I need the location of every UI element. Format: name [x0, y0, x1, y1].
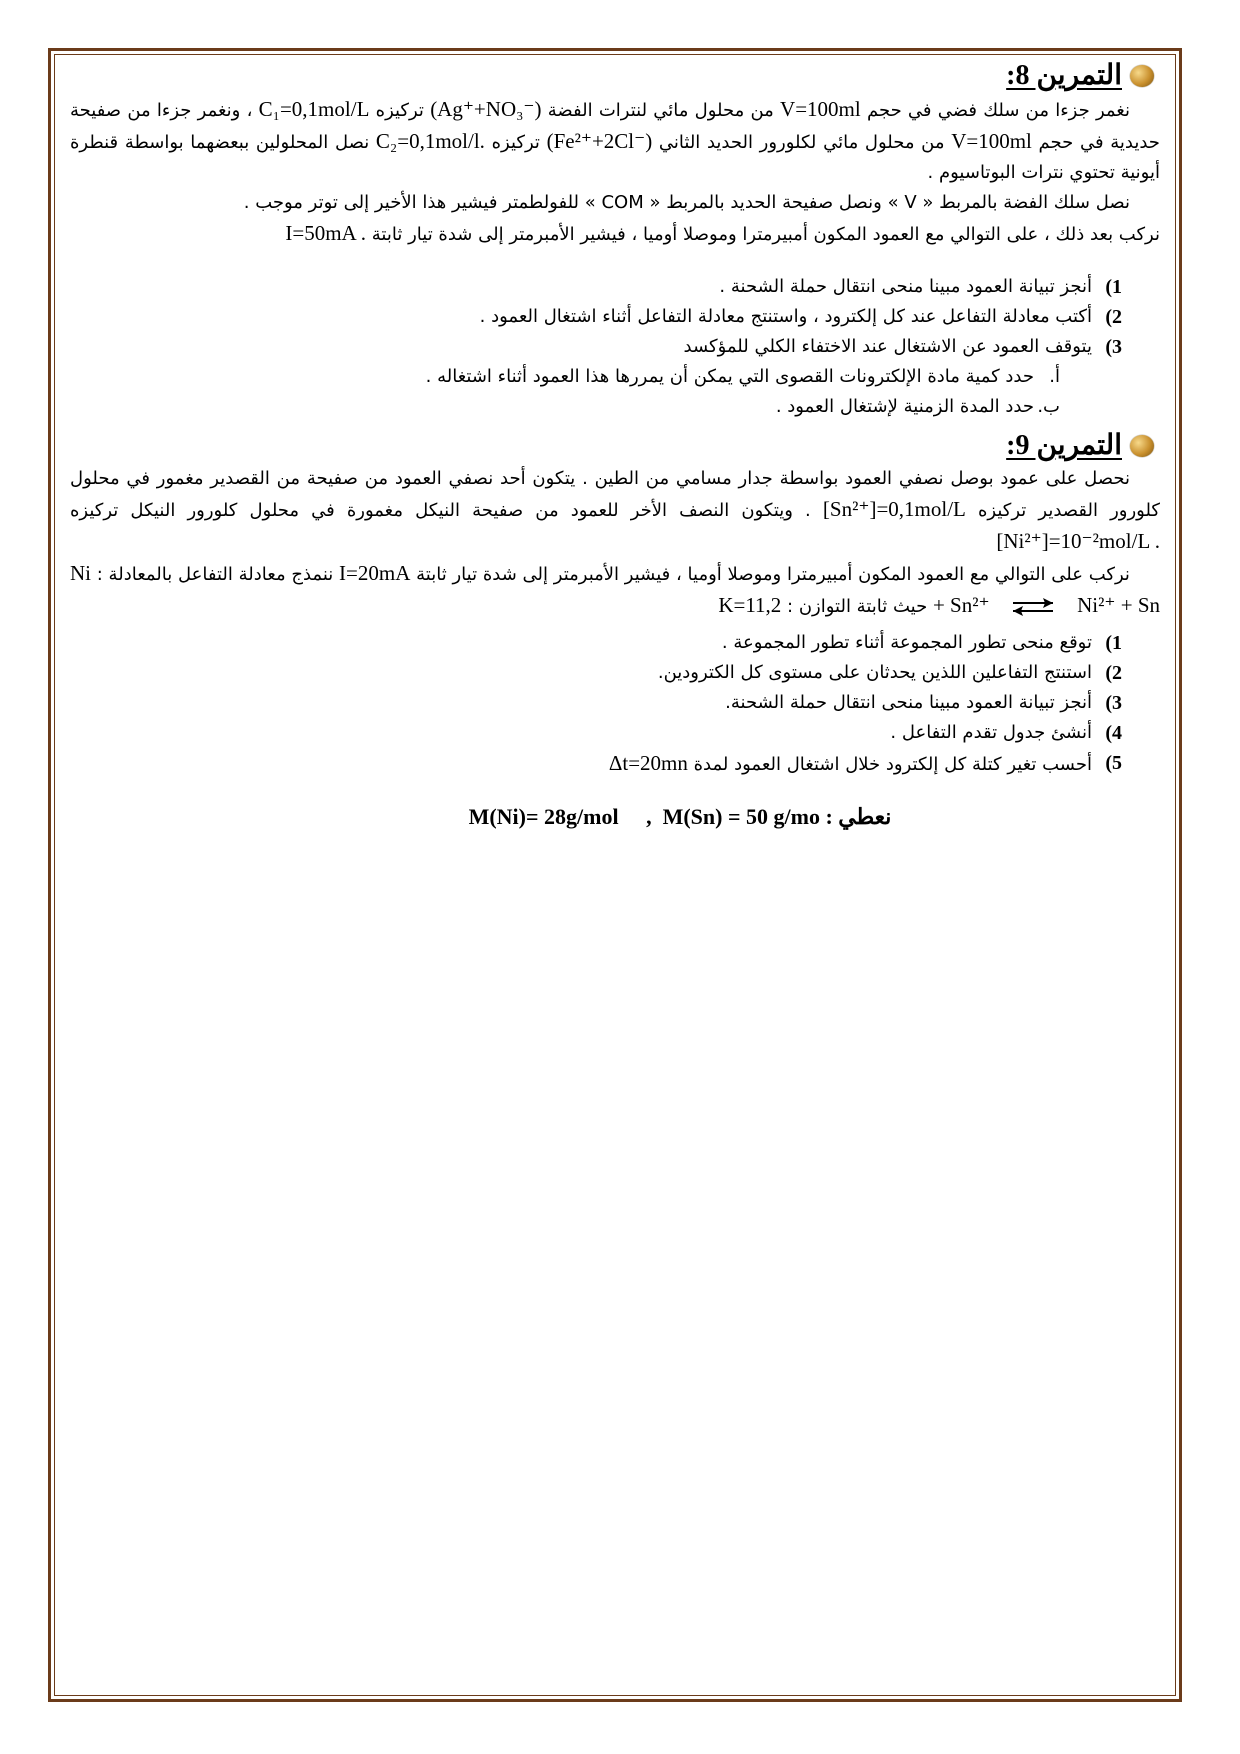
ex8-paragraph-3: نركب بعد ذلك ، على التوالي مع العمود المكون أمبيرمترا وموصلا أوميا ، فيشير الأمبرمتر إلى شدة تيار ثابتة I=50mA . — [285, 221, 1160, 245]
exercise-8-heading — [70, 58, 1154, 94]
gold-bullet-icon — [1130, 435, 1154, 457]
ex8-question-3b: ب.حدد المدة الزمنية لإشتغال العمود . — [775, 396, 1060, 417]
ex9-question-1: 1) توقع منحى تطور المجموعة أثناء تطور المجموعة . — [721, 632, 1122, 654]
ex8-paragraph-2: نصل سلك الفضة بالمربط « V » ونصل صفيحة الحديد بالمربط « COM » للفولطمتر فيشير هذا الأخير إلى توتر موجب . — [243, 192, 1130, 213]
ex9-questions — [70, 628, 1160, 780]
exercise-9-title: التمرين 9: — [1006, 430, 1122, 461]
ex9-question-2: 2) استنتج التفاعلين اللذين يحدثان على مستوى كل الكترودين. — [657, 662, 1122, 684]
given-values: نعطي : M(Ni)= 28g/mol , M(Sn) = 50 g/mo — [468, 804, 892, 829]
ex8-paragraph-1: نغمر جزءا من سلك فضي في حجم V=100ml من محلول مائي لنترات الفضة (Ag⁺+NO₃⁻) تركيزه C₁=0,1mol/L ، ونغمر جزءا من صفيحة حديدية في حجم V=100ml من محلول مائي لكلورور الحديد الثاني (Fe²⁺+2Cl⁻) تركيزه C₂=0,1mol/l. نصل المحلولين ببعضهما بواسطة قنطرة أيونية تحتوي نترات البوتاسيوم . — [70, 97, 1160, 183]
equilibrium-arrows-icon — [1009, 598, 1057, 616]
ex8-questions — [70, 272, 1160, 362]
ex9-paragraph-2: نركب على التوالي مع العمود المكون أمبيرمترا وموصلا أوميا ، فيشير الأمبرمتر إلى شدة تيار ثابتة I=20mA ننمذج معادلة التفاعل بالمعادلة : Ni + Sn²⁺ Ni²⁺ + Sn حيث ثابتة التوازن : K=11,2 — [70, 561, 1160, 617]
document-page — [70, 58, 1160, 832]
exercise-8-title: التمرين 8: — [1006, 60, 1122, 91]
ex8-question-3a: أ.حدد كمية مادة الإلكترونات القصوى التي يمكن أن يمررها هذا العمود أثناء اشتغاله . — [425, 366, 1060, 387]
ex9-paragraph-1: نحصل على عمود بوصل نصفي العمود بواسطة جدار مسامي من الطين . يتكون أحد نصفي العمود من صفيحة من القصدير مغمور في محلول كلورور القصدير تركيزه [Sn²⁺]=0,1mol/L . ويتكون النصف الأخر للعمود من صفيحة النيكل مغمورة في محلول كلورور النيكل تركيزه [Ni²⁺]=10⁻²mol/L . — [70, 468, 1160, 553]
ex8-question-1: 1) أنجز تبيانة العمود مبينا منحى انتقال حملة الشحنة . — [719, 276, 1122, 298]
ex9-question-4: 4) أنشئ جدول تقدم التفاعل . — [890, 722, 1122, 744]
gold-bullet-icon — [1130, 65, 1154, 87]
exercise-9-heading — [70, 428, 1154, 464]
ex8-question-3: 3) يتوقف العمود عن الاشتغال عند الاختفاء الكلي للمؤكسد — [683, 336, 1122, 358]
ex9-question-5: 5) أحسب تغير كتلة كل إلكترود خلال اشتغال العمود لمدة Δt=20mn — [608, 751, 1122, 775]
ex9-question-3: 3) أنجز تبيانة العمود مبينا منحى انتقال حملة الشحنة. — [725, 692, 1122, 714]
ex8-question-2: 2) أكتب معادلة التفاعل عند كل إلكترود ، واستنتج معادلة التفاعل أثناء اشتغال العمود . — [479, 306, 1122, 328]
